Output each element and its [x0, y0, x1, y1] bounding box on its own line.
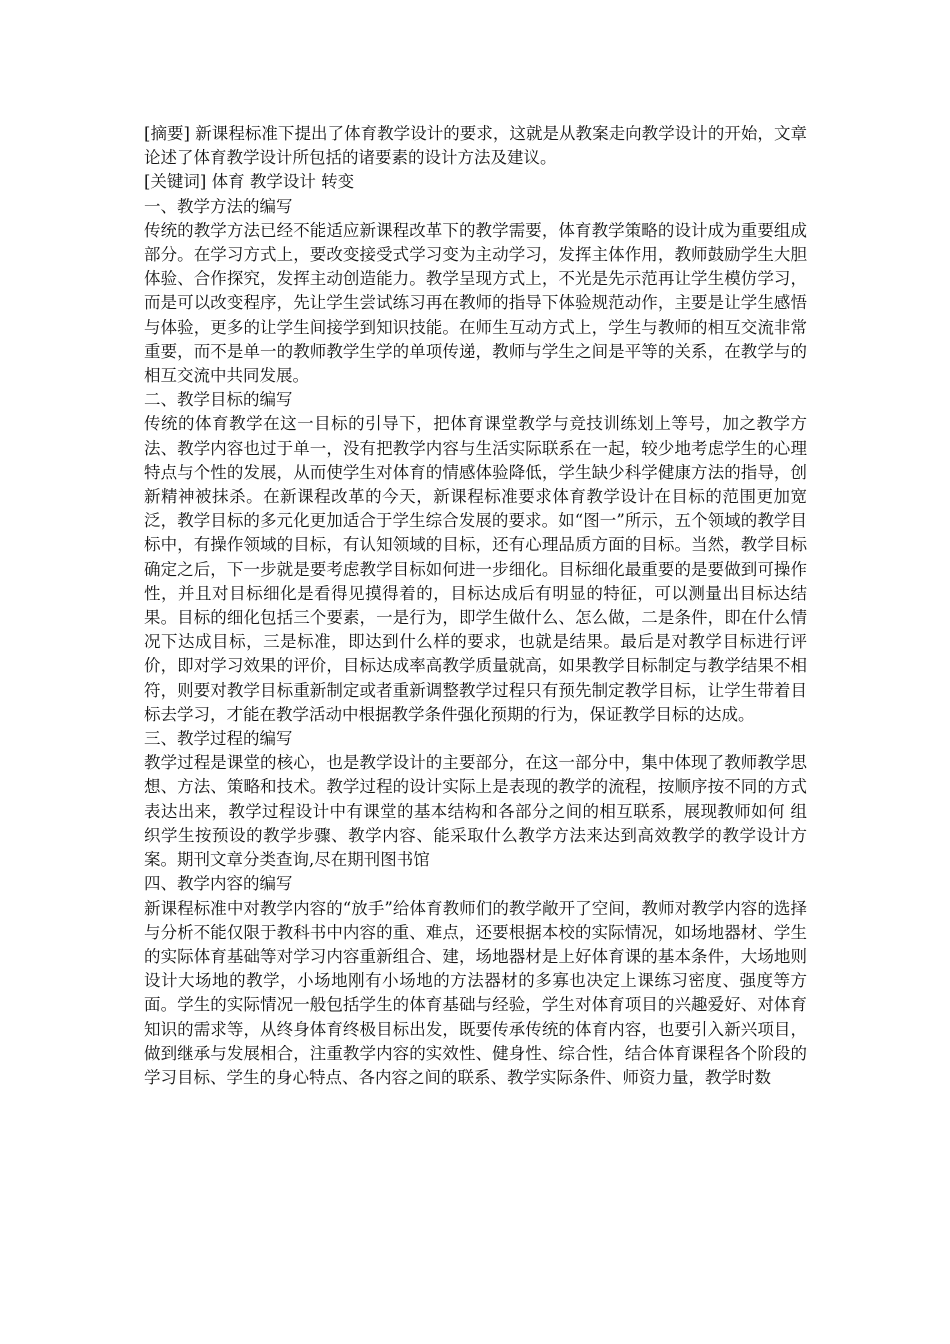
section-heading-process: 三、教学过程的编写: [144, 729, 293, 749]
section-body-methods: 传统的教学方法已经不能适应新课程改革下的教学需要，体育教学策略的设计成为重要组成部分。在学习方式上，要改变接受式学习变为主动学习，发挥主体作用，教师鼓励学生大胆体验、合作探究，发挥主动创造能力。教学呈现方式上，不光是先示范再让学生模仿学习，而是可以改变程序，先让学生尝试练习再在教师的指导下体验规范动作，主要是让学生感悟与体验，更多的让学生间接学到知识技能。在师生互动方式上，学生与教师的相互交流非常重要，而不是单一的教师教学生学的单项传递，教师与学生之间是平等的关系，在教学与的相互交流中共同发展。: [144, 220, 807, 386]
section-body-content: 新课程标准中对教学内容的“放手”给体育教师们的教学敞开了空间，教师对教学内容的选择与分析不能仅限于教科书中内容的重、难点，还要根据本校的实际情况，如场地器材、学生的实际体育基础等对学习内容重新组合、建，场地器材是上好体育课的基本条件，大场地则设计大场地的教学，小场地刚有小场地的方法器材的多寡也决定上课练习密度、强度等方面。学生的实际情况一般包括学生的体育基础与经验，学生对体育项目的兴趣爱好、对体育知识的需求等，从终身体育终极目标出发，既要传承传统的体育内容，也要引入新兴项目，做到继承与发展相合，注重教学内容的实效性、健身性、综合性，结合体育课程各个阶段的学习目标、学生的身心特点、各内容之间的联系、教学实际条件、师资力量，教学时数: [144, 898, 807, 1087]
section-heading-methods: 一、教学方法的编写: [144, 196, 293, 216]
section-heading-content: 四、教学内容的编写: [144, 874, 293, 894]
keywords-line: [关键词] 体育 教学设计 转变: [144, 172, 355, 192]
abstract-paragraph: [摘要] 新课程标准下提出了体育教学设计的要求，这就是从教案走向教学设计的开始，文章论述了体育教学设计所包括的诸要素的设计方法及建议。: [144, 124, 807, 168]
section-body-process: 教学过程是课堂的核心，也是教学设计的主要部分，在这一部分中，集中体现了教师教学思想、方法、策略和技术。教学过程的设计实际上是表现的教学的流程，按顺序按不同的方式表达出来，教学过程设计中有课堂的基本结构和各部分之间的相互联系，展现教师如何 组织学生按预设的教学步骤、教学内容、能采取什么教学方法来达到高效教学的教学设计方案。期刊文章分类查询,尽在期刊图书馆: [144, 753, 807, 870]
section-heading-objectives: 二、教学目标的编写: [144, 390, 293, 410]
section-body-objectives: 传统的体育教学在这一目标的引导下，把体育课堂教学与竞技训练划上等号，加之教学方法、教学内容也过于单一，没有把教学内容与生活实际联系在一起，较少地考虑学生的心理特点与个性的发展，从而使学生对体育的情感体验降低，学生缺少科学健康方法的指导，创新精神被抹杀。在新课程改革的今天，新课程标准要求体育教学设计在目标的范围更加宽泛，教学目标的多元化更加适合于学生综合发展的要求。如“图一”所示，五个领域的教学目标中，有操作领域的目标，有认知领域的目标，还有心理品质方面的目标。当然，教学目标确定之后，下一步就是要考虑教学目标如何进一步细化。目标细化最重要的是要做到可操作性，并且对目标细化是看得见摸得着的，目标达成后有明显的特征，可以测量出目标达结果。目标的细化包括三个要素，一是行为，即学生做什么、怎么做，二是条件，即在什么情况下达成目标，三是标准，即达到什么样的要求，也就是结果。最后是对教学目标进行评价，即对学习效果的评价，目标达成率高教学质量就高，如果教学目标制定与教学结果不相符，则要对教学目标重新制定或者重新调整教学过程只有预先制定教学目标，让学生带着目标去学习，才能在教学活动中根据教学条件强化预期的行为，保证教学目标的达成。: [144, 414, 807, 724]
document-page: [144, 122, 807, 1090]
